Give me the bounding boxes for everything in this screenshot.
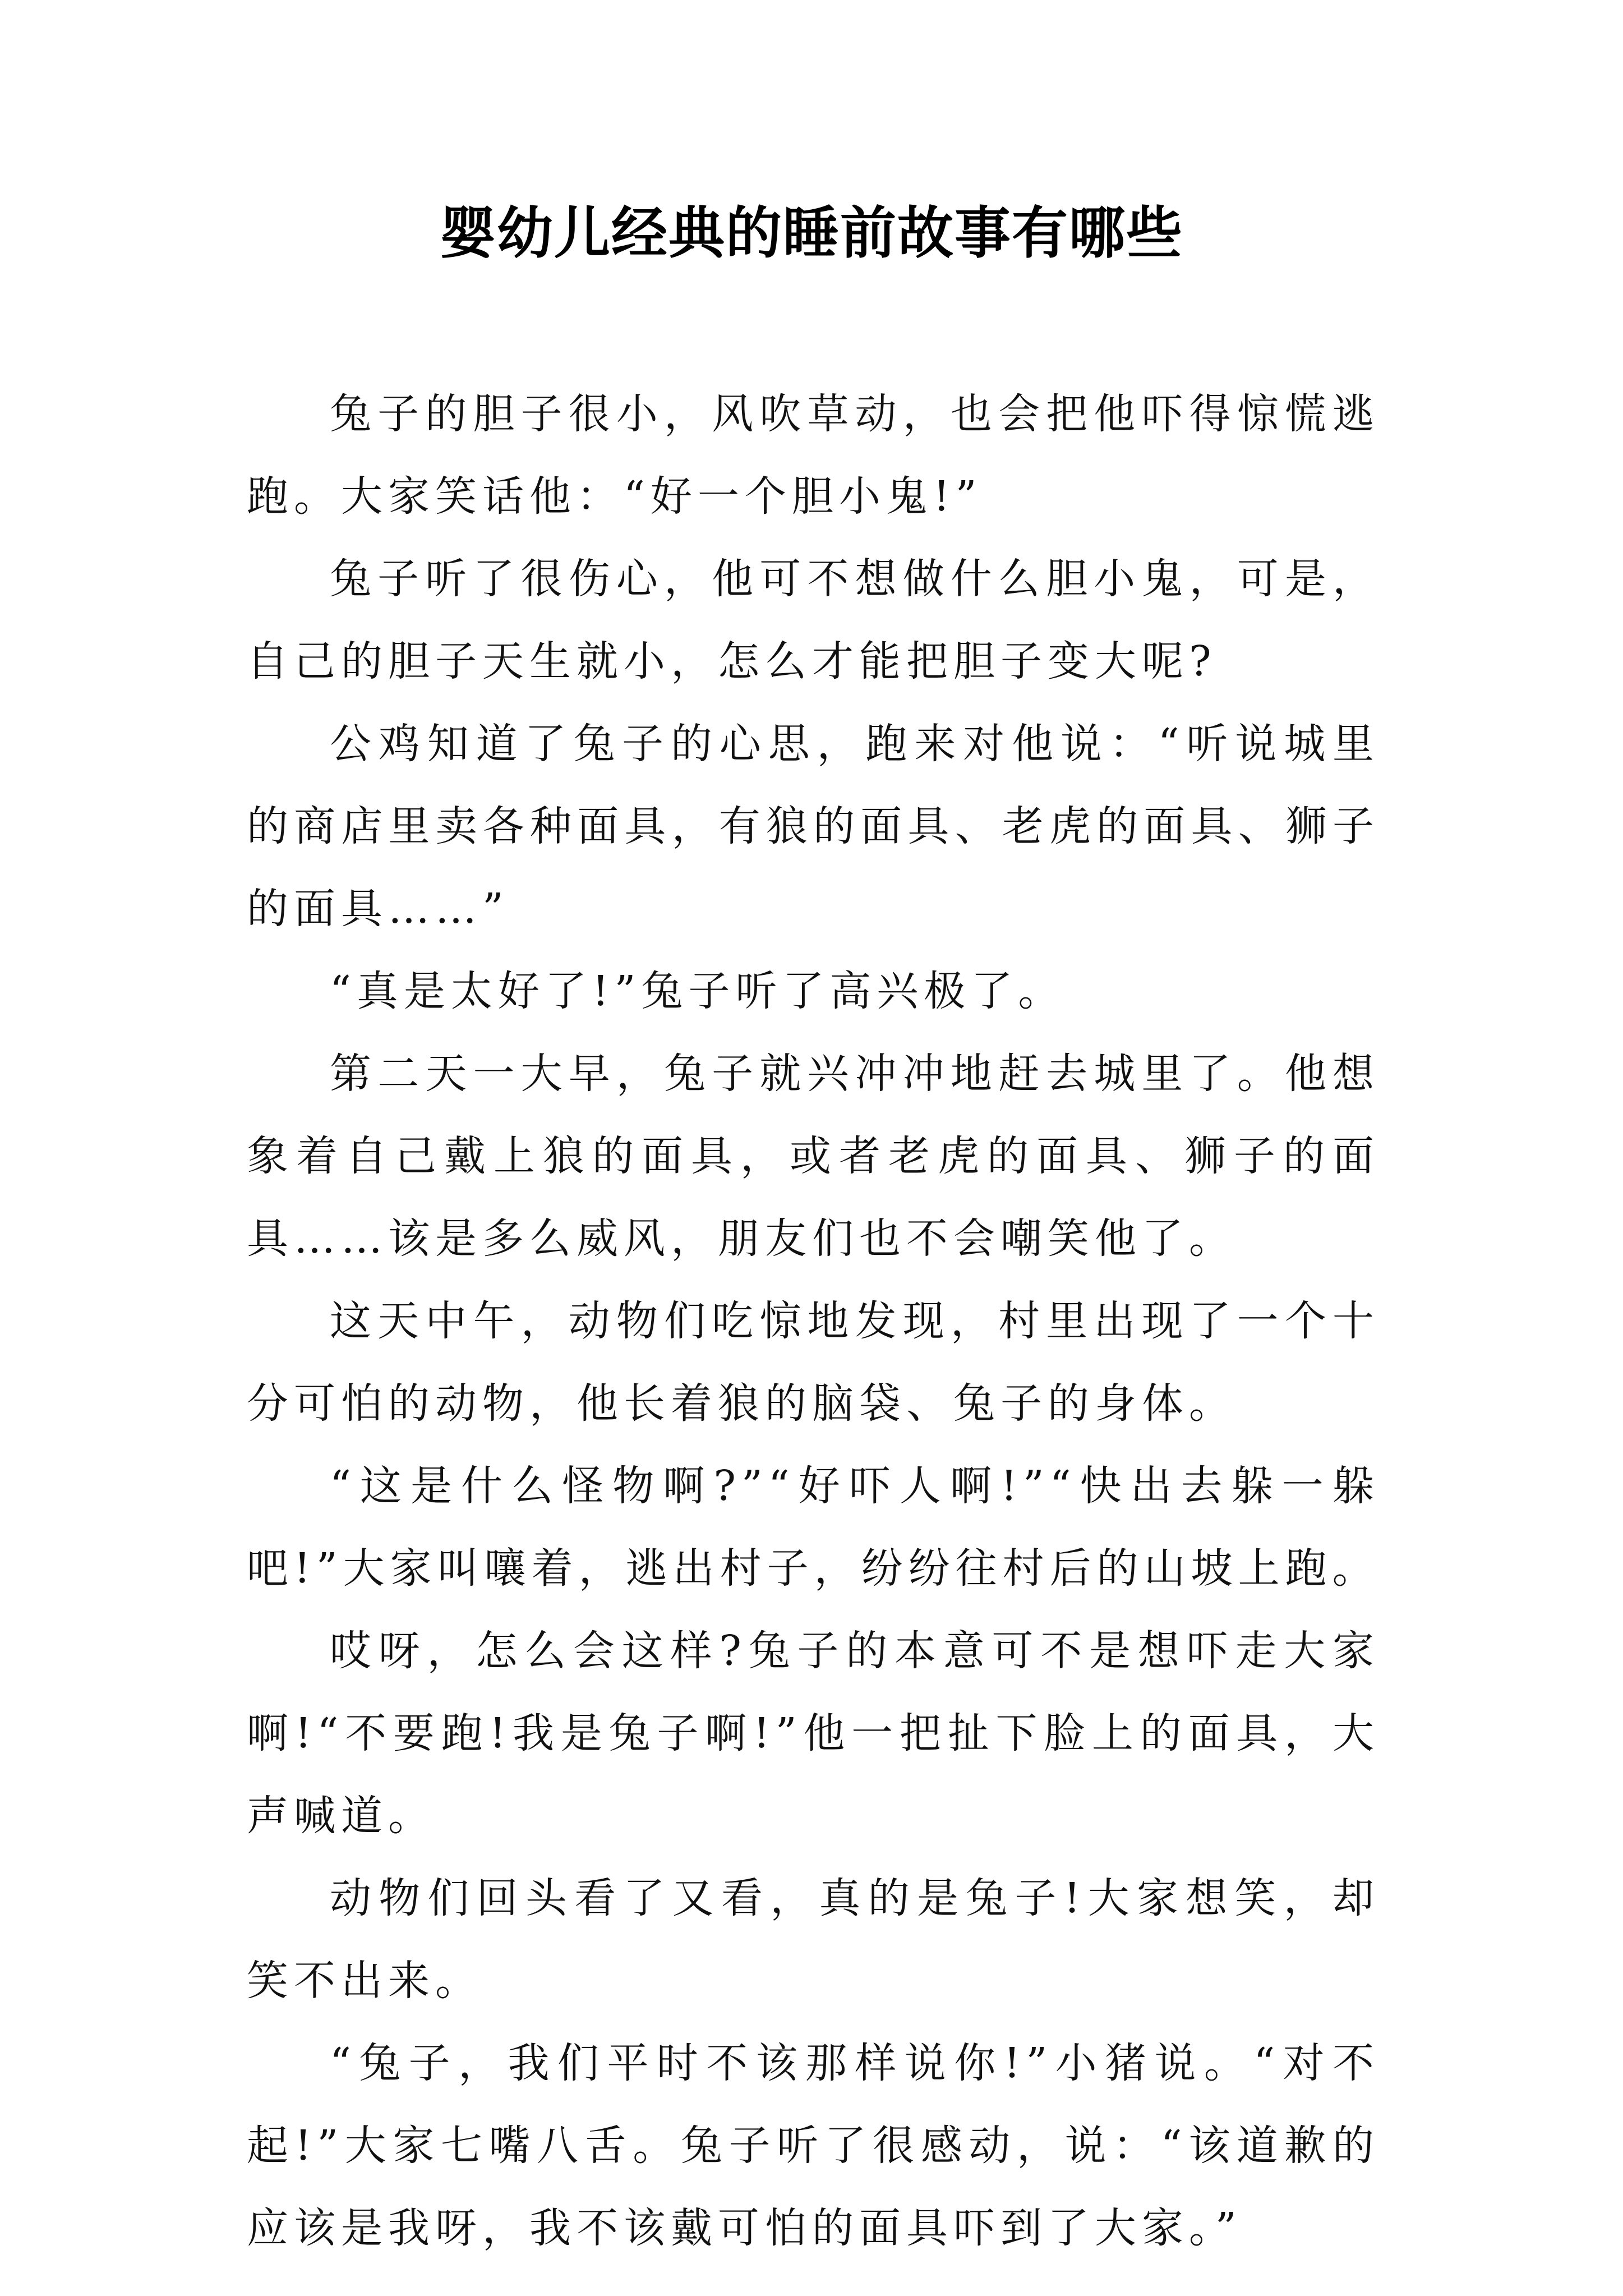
paragraph: 公鸡知道了兔子的心思，跑来对他说：“听说城里的商店里卖各种面具，有狼的面具、老虎的面具、狮子的面具……” (247, 720, 1380, 933)
paragraph: 兔子听了很伤心，他可不想做什么胆小鬼，可是，自己的胆子天生就小，怎么才能把胆子变大呢? (247, 555, 1380, 685)
paragraph: 哎呀，怎么会这样?兔子的本意可不是想吓走大家啊!“不要跑!我是兔子啊!”他一把扯下脸上的面具，大声喊道。 (247, 1627, 1380, 1840)
paragraph: “这是什么怪物啊?”“好吓人啊!”“快出去躲一躲吧!”大家叫嚷着，逃出村子，纷纷往村后的山坡上跑。 (247, 1462, 1380, 1593)
document-title: 婴幼儿经典的睡前故事有哪些 (440, 200, 1183, 266)
paragraph: 兔子的胆子很小，风吹草动，也会把他吓得惊慌逃跑。大家笑话他：“好一个胆小鬼!” (247, 390, 1380, 521)
paragraph: 这天中午，动物们吃惊地发现，村里出现了一个十分可怕的动物，他长着狼的脑袋、兔子的身体。 (247, 1297, 1380, 1428)
paragraph: 动物们回头看了又看，真的是兔子!大家想笑，却笑不出来。 (247, 1874, 1380, 2005)
paragraph: “兔子，我们平时不该那样说你!”小猪说。“对不起!”大家七嘴八舌。兔子听了很感动，说：“该道歉的应该是我呀，我不该戴可怕的面具吓到了大家。” (247, 2039, 1380, 2252)
paragraph: “真是太好了!”兔子听了高兴极了。 (330, 967, 1066, 1015)
paragraph: 第二天一大早，兔子就兴冲冲地赶去城里了。他想象着自己戴上狼的面具，或者老虎的面具、狮子的面具……该是多么威风，朋友们也不会嘲笑他了。 (247, 1050, 1380, 1263)
story-body (247, 373, 1380, 2270)
